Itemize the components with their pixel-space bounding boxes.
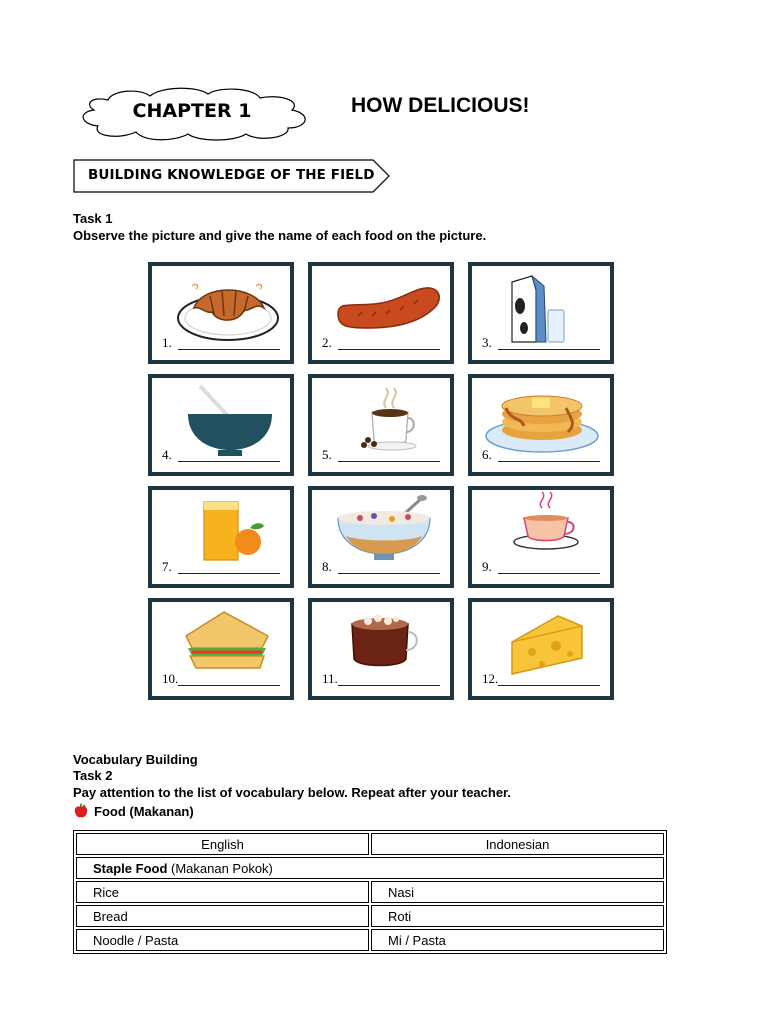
group-label-rest: (Makanan Pokok) (167, 860, 273, 876)
chapter-label: CHAPTER 1 (132, 100, 252, 122)
answer-line[interactable] (178, 685, 280, 686)
card-number: 5. (322, 447, 332, 462)
group-label (76, 857, 664, 879)
task1-instruction: Observe the picture and give the name of each food on the picture. (73, 228, 487, 243)
answer-line[interactable] (498, 685, 600, 686)
food-picture-grid (148, 262, 620, 708)
answer-line[interactable] (338, 573, 440, 574)
food-card-5 (308, 374, 454, 476)
cereal-icon (312, 490, 450, 584)
card-number: 7. (162, 559, 172, 574)
answer-line[interactable] (178, 573, 280, 574)
vocabulary-table (73, 830, 667, 954)
food-card-2 (308, 262, 454, 364)
answer-line[interactable] (338, 349, 440, 350)
answer-line[interactable] (498, 349, 600, 350)
section-banner-label: BUILDING KNOWLEDGE OF THE FIELD (88, 167, 375, 183)
task1-label: Task 1 (73, 211, 113, 226)
english-cell: Bread (76, 905, 369, 927)
food-card-6 (468, 374, 614, 476)
card-number: 10. (162, 671, 179, 686)
food-card-9 (468, 486, 614, 588)
card-number: 12. (482, 671, 499, 686)
card-number: 3. (482, 335, 492, 350)
card-number: 1. (162, 335, 172, 350)
english-cell: Rice (76, 881, 369, 903)
table-group-row (76, 857, 664, 879)
food-card-8 (308, 486, 454, 588)
answer-line[interactable] (498, 461, 600, 462)
card-number: 9. (482, 559, 492, 574)
table-header-row (76, 833, 664, 855)
group-label-bold: Staple Food (93, 860, 168, 876)
coffee-icon (312, 378, 450, 472)
card-number: 6. (482, 447, 492, 462)
card-number: 11. (322, 671, 338, 686)
food-card-1 (148, 262, 294, 364)
table-row (76, 881, 664, 903)
food-card-12 (468, 598, 614, 700)
tea-icon (472, 490, 610, 584)
answer-line[interactable] (178, 461, 280, 462)
milk-icon (472, 266, 610, 360)
task2-label: Task 2 (73, 768, 113, 783)
answer-line[interactable] (498, 573, 600, 574)
food-card-10 (148, 598, 294, 700)
card-number: 4. (162, 447, 172, 462)
indonesian-cell: Nasi (371, 881, 664, 903)
answer-line[interactable] (338, 461, 440, 462)
sausage-icon (312, 266, 450, 360)
indonesian-cell: Mi / Pasta (371, 929, 664, 951)
column-header-indonesian: Indonesian (371, 833, 664, 855)
food-card-11 (308, 598, 454, 700)
table-row (76, 905, 664, 927)
pancakes-icon (472, 378, 610, 472)
food-card-4 (148, 374, 294, 476)
bowl-icon (152, 378, 290, 472)
food-heading: Food (Makanan) (94, 803, 194, 819)
page-title: HOW DELICIOUS! (351, 94, 530, 117)
task2-instruction: Pay attention to the list of vocabulary below. Repeat after your teacher. (73, 785, 512, 800)
card-number: 2. (322, 335, 332, 350)
english-cell: Noodle / Pasta (76, 929, 369, 951)
food-heading-line (73, 803, 194, 819)
apple-icon (73, 803, 89, 819)
orange-juice-icon (152, 490, 290, 584)
vocab-section-label: Vocabulary Building (73, 752, 198, 767)
table-row (76, 929, 664, 951)
card-number: 8. (322, 559, 332, 574)
answer-line[interactable] (178, 349, 280, 350)
column-header-english: English (76, 833, 369, 855)
food-card-3 (468, 262, 614, 364)
answer-line[interactable] (338, 685, 440, 686)
croissant-icon (152, 266, 290, 360)
food-card-7 (148, 486, 294, 588)
indonesian-cell: Roti (371, 905, 664, 927)
